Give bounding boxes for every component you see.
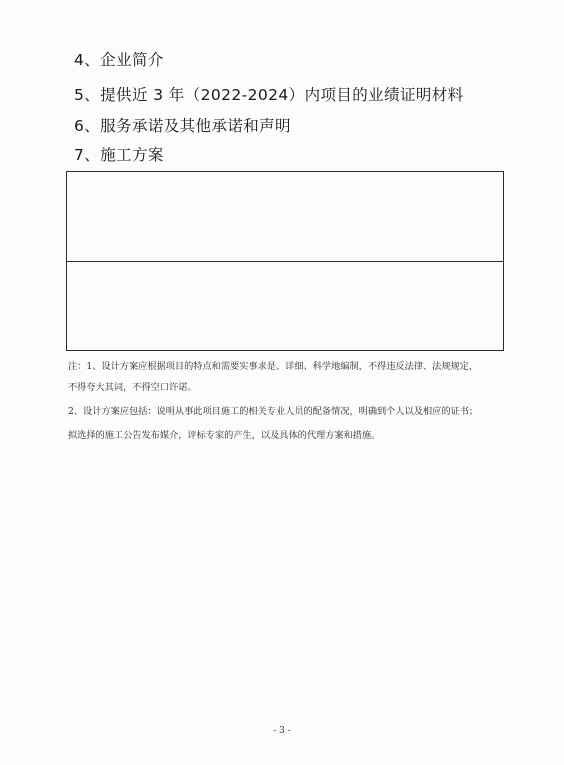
note-line-3: 2、设计方案应包括：说明从事此项目施工的相关专业人员的配备情况，明确到个人以及相应的证书； [68, 406, 479, 417]
note-line-1: 注：1、设计方案应根据项目的特点和需要实事求是、详细、科学地编制，不得违反法律、法规规定， [68, 361, 479, 372]
page-number: - 3 - [273, 726, 291, 736]
heading-service-commitment: 6、服务承诺及其他承诺和声明 [74, 117, 291, 135]
heading-company-profile: 4、企业简介 [74, 51, 164, 69]
note-line-4: 拟选择的施工公告发布媒介，评标专家的产生，以及具体的代理方案和措施。 [68, 430, 381, 441]
table-cell-top [67, 172, 503, 262]
heading-construction-plan: 7、施工方案 [74, 146, 164, 164]
heading-performance-proof: 5、提供近 3 年（2022-2024）内项目的业绩证明材料 [74, 86, 464, 104]
note-line-2: 不得夸大其词，不得空口许诺。 [68, 382, 197, 393]
table-cell-bottom [67, 262, 503, 350]
construction-plan-table [66, 171, 504, 351]
